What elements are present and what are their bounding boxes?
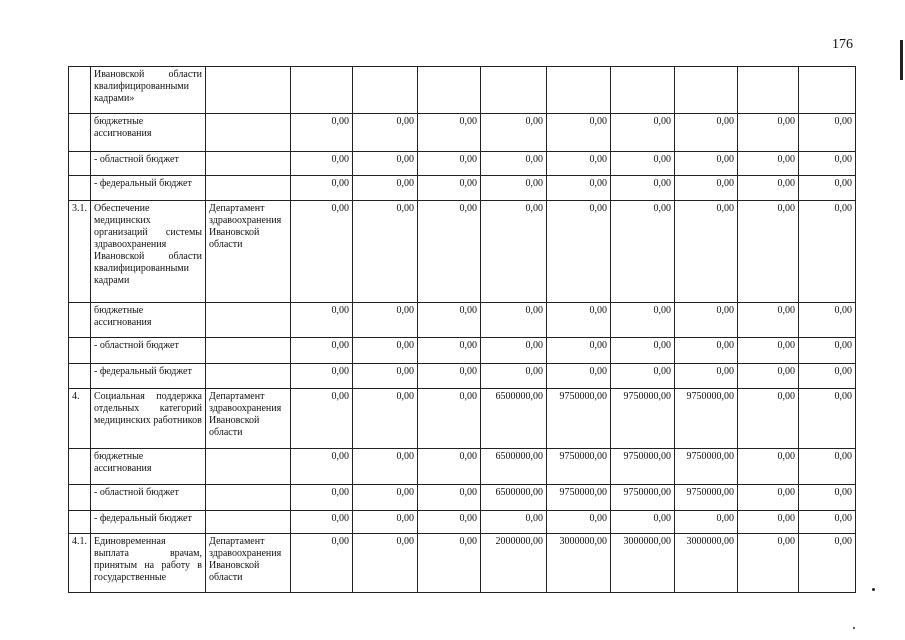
row-index [69, 67, 91, 114]
row-description: Единовременная выплата врачам, принятым на работу в государственные [91, 534, 206, 593]
value-cell: 0,00 [675, 201, 738, 303]
value-cell: 0,00 [418, 152, 481, 176]
value-cell: 0,00 [738, 364, 799, 389]
page-number: 176 [832, 37, 853, 52]
value-cell: 0,00 [611, 511, 675, 534]
row-description: - федеральный бюджет [91, 511, 206, 534]
scan-dot [872, 588, 875, 591]
value-cell [291, 67, 353, 114]
value-cell: 0,00 [353, 152, 418, 176]
table-row [69, 449, 856, 485]
value-cell: 0,00 [611, 201, 675, 303]
row-index [69, 338, 91, 364]
value-cell: 0,00 [418, 176, 481, 201]
row-executor [206, 511, 291, 534]
value-cell [738, 67, 799, 114]
value-cell: 0,00 [291, 534, 353, 593]
value-cell: 0,00 [611, 152, 675, 176]
value-cell: 9750000,00 [547, 389, 611, 449]
value-cell: 0,00 [291, 152, 353, 176]
value-cell: 0,00 [353, 176, 418, 201]
value-cell [675, 67, 738, 114]
value-cell: 0,00 [738, 449, 799, 485]
row-executor: Департамент здравоохранения Ивановской области [206, 534, 291, 593]
value-cell: 9750000,00 [675, 449, 738, 485]
table-row [69, 114, 856, 152]
row-index [69, 114, 91, 152]
row-index: 4. [69, 389, 91, 449]
scan-dot [853, 627, 855, 629]
row-executor [206, 338, 291, 364]
value-cell: 0,00 [547, 338, 611, 364]
value-cell: 0,00 [418, 364, 481, 389]
row-executor [206, 303, 291, 338]
table-row [69, 152, 856, 176]
value-cell: 0,00 [799, 534, 856, 593]
value-cell: 0,00 [353, 449, 418, 485]
value-cell: 0,00 [353, 511, 418, 534]
value-cell: 6500000,00 [481, 389, 547, 449]
value-cell [611, 67, 675, 114]
row-index [69, 303, 91, 338]
value-cell: 0,00 [547, 364, 611, 389]
row-executor [206, 176, 291, 201]
value-cell: 3000000,00 [611, 534, 675, 593]
value-cell: 0,00 [738, 534, 799, 593]
value-cell: 0,00 [481, 152, 547, 176]
value-cell: 0,00 [418, 201, 481, 303]
value-cell: 0,00 [675, 114, 738, 152]
value-cell: 0,00 [675, 303, 738, 338]
value-cell: 0,00 [738, 114, 799, 152]
value-cell: 9750000,00 [611, 485, 675, 511]
table-row [69, 485, 856, 511]
value-cell: 0,00 [353, 338, 418, 364]
row-description: - областной бюджет [91, 338, 206, 364]
value-cell: 0,00 [418, 534, 481, 593]
value-cell: 0,00 [418, 303, 481, 338]
value-cell: 0,00 [675, 338, 738, 364]
value-cell: 0,00 [291, 389, 353, 449]
value-cell [353, 67, 418, 114]
value-cell: 0,00 [547, 176, 611, 201]
row-description: Социальная поддержка отдельных категорий медицинских работников [91, 389, 206, 449]
value-cell: 0,00 [799, 303, 856, 338]
row-executor [206, 485, 291, 511]
value-cell: 0,00 [799, 364, 856, 389]
value-cell: 0,00 [418, 485, 481, 511]
row-index: 4.1. [69, 534, 91, 593]
value-cell: 0,00 [799, 201, 856, 303]
row-index [69, 449, 91, 485]
row-executor [206, 114, 291, 152]
row-executor: Департамент здравоохранения Ивановской области [206, 201, 291, 303]
value-cell: 0,00 [675, 152, 738, 176]
row-executor [206, 67, 291, 114]
value-cell: 0,00 [291, 338, 353, 364]
value-cell: 9750000,00 [547, 485, 611, 511]
row-description: - областной бюджет [91, 152, 206, 176]
row-description: бюджетные ассигнования [91, 114, 206, 152]
value-cell [481, 67, 547, 114]
value-cell: 0,00 [291, 511, 353, 534]
value-cell: 0,00 [738, 201, 799, 303]
row-description: - областной бюджет [91, 485, 206, 511]
row-index [69, 511, 91, 534]
value-cell: 3000000,00 [547, 534, 611, 593]
table-row [69, 67, 856, 114]
value-cell: 9750000,00 [675, 389, 738, 449]
value-cell [799, 67, 856, 114]
table-row [69, 176, 856, 201]
value-cell: 0,00 [738, 176, 799, 201]
value-cell: 9750000,00 [675, 485, 738, 511]
scan-edge-mark [900, 40, 903, 80]
row-description: - федеральный бюджет [91, 176, 206, 201]
value-cell: 0,00 [611, 303, 675, 338]
row-description: бюджетные ассигнования [91, 449, 206, 485]
value-cell: 0,00 [291, 364, 353, 389]
row-description: - федеральный бюджет [91, 364, 206, 389]
value-cell: 0,00 [799, 485, 856, 511]
value-cell: 0,00 [353, 114, 418, 152]
value-cell: 0,00 [738, 389, 799, 449]
value-cell: 0,00 [611, 176, 675, 201]
table-row [69, 201, 856, 303]
budget-table [68, 66, 856, 593]
value-cell: 0,00 [291, 114, 353, 152]
value-cell: 0,00 [675, 364, 738, 389]
row-index [69, 176, 91, 201]
value-cell: 0,00 [799, 176, 856, 201]
value-cell: 0,00 [353, 389, 418, 449]
value-cell: 9750000,00 [611, 389, 675, 449]
value-cell: 0,00 [291, 485, 353, 511]
value-cell: 0,00 [481, 303, 547, 338]
table-row [69, 389, 856, 449]
value-cell: 0,00 [481, 201, 547, 303]
value-cell: 0,00 [738, 511, 799, 534]
row-index [69, 485, 91, 511]
value-cell: 3000000,00 [675, 534, 738, 593]
row-description: Ивановской области квалифицированными кадрами» [91, 67, 206, 114]
value-cell: 0,00 [675, 511, 738, 534]
value-cell: 0,00 [611, 364, 675, 389]
value-cell: 9750000,00 [611, 449, 675, 485]
value-cell: 0,00 [418, 114, 481, 152]
row-executor [206, 152, 291, 176]
value-cell: 0,00 [291, 449, 353, 485]
row-index [69, 364, 91, 389]
value-cell: 0,00 [738, 338, 799, 364]
value-cell: 0,00 [738, 303, 799, 338]
value-cell: 0,00 [481, 338, 547, 364]
value-cell: 6500000,00 [481, 449, 547, 485]
value-cell: 0,00 [799, 338, 856, 364]
row-index: 3.1. [69, 201, 91, 303]
value-cell: 0,00 [353, 364, 418, 389]
value-cell: 9750000,00 [547, 449, 611, 485]
value-cell: 0,00 [799, 511, 856, 534]
value-cell [547, 67, 611, 114]
value-cell: 0,00 [547, 152, 611, 176]
value-cell: 0,00 [481, 176, 547, 201]
value-cell: 0,00 [353, 201, 418, 303]
value-cell: 0,00 [547, 511, 611, 534]
value-cell: 0,00 [481, 114, 547, 152]
table-row [69, 534, 856, 593]
value-cell: 0,00 [481, 364, 547, 389]
row-executor: Департамент здравоохранения Ивановской области [206, 389, 291, 449]
table-row [69, 364, 856, 389]
table-row [69, 338, 856, 364]
row-description: бюджетные ассигнования [91, 303, 206, 338]
value-cell: 0,00 [418, 389, 481, 449]
value-cell: 0,00 [291, 201, 353, 303]
value-cell: 0,00 [675, 176, 738, 201]
value-cell: 0,00 [418, 449, 481, 485]
table-row [69, 511, 856, 534]
value-cell: 0,00 [738, 485, 799, 511]
value-cell: 2000000,00 [481, 534, 547, 593]
value-cell: 0,00 [353, 534, 418, 593]
value-cell: 0,00 [291, 303, 353, 338]
value-cell: 0,00 [481, 511, 547, 534]
value-cell [418, 67, 481, 114]
row-executor [206, 449, 291, 485]
value-cell: 0,00 [799, 389, 856, 449]
row-executor [206, 364, 291, 389]
value-cell: 0,00 [799, 152, 856, 176]
value-cell: 0,00 [547, 303, 611, 338]
value-cell: 0,00 [353, 303, 418, 338]
value-cell: 0,00 [291, 176, 353, 201]
value-cell: 0,00 [611, 114, 675, 152]
value-cell: 0,00 [353, 485, 418, 511]
value-cell: 0,00 [799, 114, 856, 152]
table-row [69, 303, 856, 338]
row-description: Обеспечение медицинских организаций системы здравоохранения Ивановской области квалифицированными кадрами [91, 201, 206, 303]
value-cell: 0,00 [547, 114, 611, 152]
value-cell: 0,00 [799, 449, 856, 485]
value-cell: 0,00 [738, 152, 799, 176]
value-cell: 0,00 [547, 201, 611, 303]
row-index [69, 152, 91, 176]
value-cell: 0,00 [611, 338, 675, 364]
value-cell: 0,00 [418, 511, 481, 534]
value-cell: 6500000,00 [481, 485, 547, 511]
value-cell: 0,00 [418, 338, 481, 364]
